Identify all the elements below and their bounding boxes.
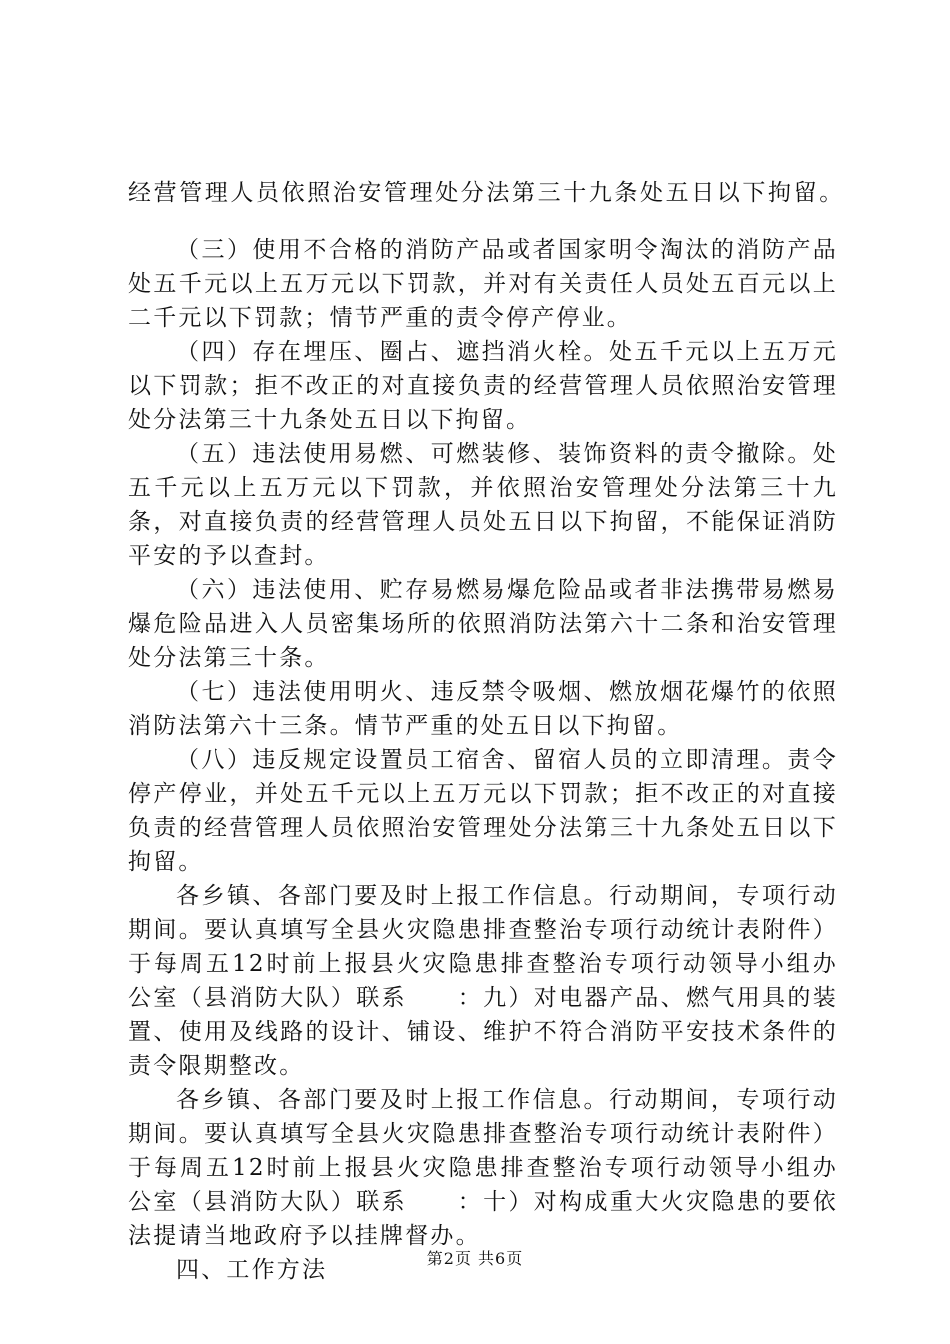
continuation-line: 经营管理人员依照治安管理处分法第三十九条处五日以下拘留。 xyxy=(128,180,845,206)
body-paragraphs xyxy=(128,233,838,1287)
paragraph-report-10: 各乡镇、各部门要及时上报工作信息。行动期间，专项行动期间。要认真填写全县火灾隐患排查整治专项行动统计表附件）于每周五12时前上报县火灾隐患排查整治专项行动领导小组办公室（县消防大队）联系 ：十）对构成重大火灾隐患的要依法提请当地政府予以挂牌督办。 xyxy=(128,1087,838,1249)
paragraph-item-5: （五）违法使用易燃、可燃装修、装饰资料的责令撤除。处五千元以上五万元以下罚款，并依照治安管理处分法第三十九条，对直接负责的经营管理人员处五日以下拘留，不能保证消防平安的予以查封。 xyxy=(128,441,838,569)
section-heading-work-method: 四、工作方法 xyxy=(176,1257,328,1283)
paragraph-item-8: （八）违反规定设置员工宿舍、留宿人员的立即清理。责令停产停业，并处五千元以上五万元以下罚款；拒不改正的对直接负责的经营管理人员依照治安管理处分法第三十九条处五日以下拘留。 xyxy=(128,747,838,875)
paragraph-item-7: （七）违法使用明火、违反禁令吸烟、燃放烟花爆竹的依照消防法第六十三条。情节严重的处五日以下拘留。 xyxy=(128,679,838,739)
paragraph-report-9: 各乡镇、各部门要及时上报工作信息。行动期间，专项行动期间。要认真填写全县火灾隐患排查整治专项行动统计表附件）于每周五12时前上报县火灾隐患排查整治专项行动领导小组办公室（县消防大队）联系 ：九）对电器产品、燃气用具的装置、使用及线路的设计、铺设、维护不符合消防平安技术条件的责令限期整改。 xyxy=(128,883,838,1079)
paragraph-item-6: （六）违法使用、贮存易燃易爆危险品或者非法携带易燃易爆危险品进入人员密集场所的依照消防法第六十二条和治安管理处分法第三十条。 xyxy=(128,577,838,671)
paragraph-item-3: （三）使用不合格的消防产品或者国家明令淘汰的消防产品处五千元以上五万元以下罚款，并对有关责任人员处五百元以上二千元以下罚款；情节严重的责令停产停业。 xyxy=(128,237,838,331)
paragraph-item-4: （四）存在埋压、圈占、遮挡消火栓。处五千元以上五万元以下罚款；拒不改正的对直接负责的经营管理人员依照治安管理处分法第三十九条处五日以下拘留。 xyxy=(128,339,838,433)
page-footer: 第2页 共6页 xyxy=(426,1249,524,1268)
